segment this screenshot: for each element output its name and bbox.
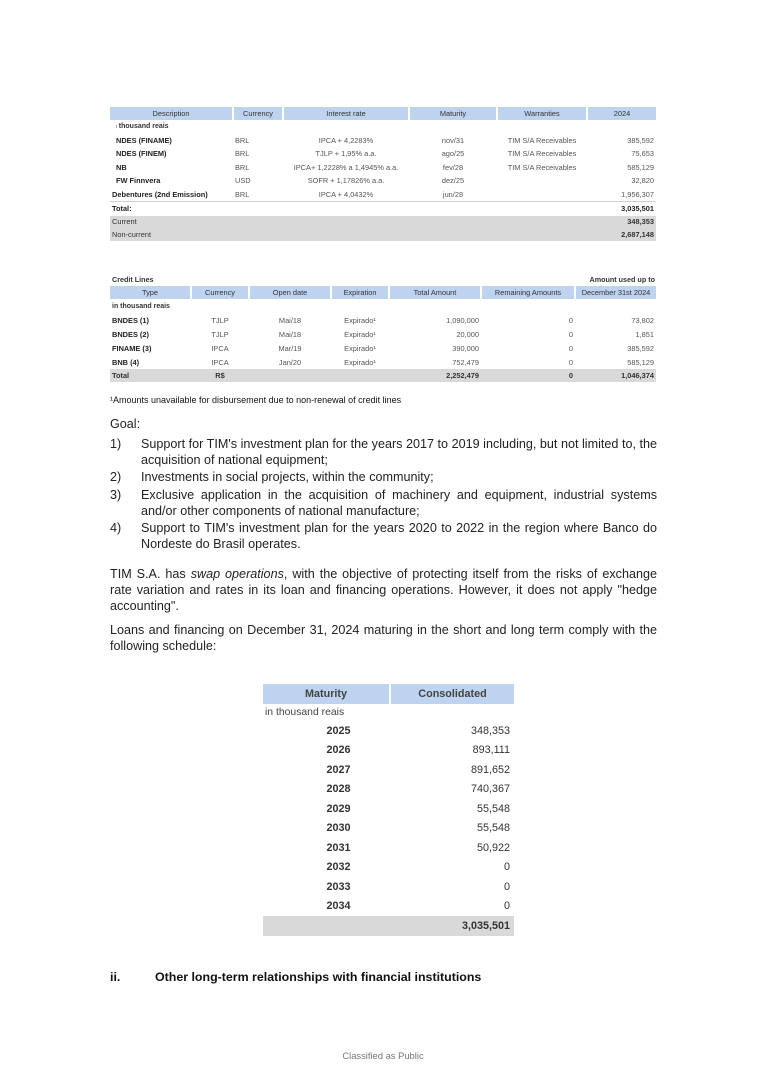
debt-table	[110, 107, 656, 241]
amount-used-caption: Amount used up to	[589, 275, 655, 284]
debt-noncurrent-label: Non-current	[110, 228, 587, 241]
table-row: 2033 0	[326, 880, 510, 893]
list-item: 4) Support to TIM's investment plan for the years 2020 to 2022 in the region where Banco do Nordeste do Brasil operates.	[110, 521, 657, 552]
list-item: 2) Investments in social projects, within the community;	[110, 470, 434, 485]
debt-col-currency: Currency	[233, 107, 283, 120]
debt-col-description: Description	[110, 107, 233, 120]
section-number: ii.	[110, 970, 121, 984]
section-heading	[110, 970, 481, 984]
debt-total-label: Total:	[110, 202, 587, 216]
credit-table-header: Type Currency Open date Expiration Total Amount Remaining Amounts December 31st 2024	[110, 286, 656, 299]
debt-unit-row: ı thousand reais	[116, 123, 169, 131]
table-row: 2028 740,367	[326, 783, 510, 796]
table-row: FINAME (3) IPCA Mar/19 Expirado¹ 390,000 0 385,592	[112, 343, 654, 353]
table-row: NB BRL IPCA+ 1,2228% a 1,4945% a.a. fev/28 TIM S/A Receivables 585,129	[116, 162, 654, 172]
debt-current-label: Current	[110, 216, 587, 229]
list-item: 1) Support for TIM's investment plan for the years 2017 to 2019 including, but not limited to, the acquisition of national equipment;	[110, 437, 657, 468]
table-row: BNDES (2) TJLP Mai/18 Expirado¹ 20,000 0 1,851	[112, 329, 654, 339]
debt-col-2024: 2024	[587, 107, 656, 120]
loans-paragraph: Loans and financing on December 31, 2024 maturing in the short and long term comply with the following schedule:	[110, 623, 657, 654]
debt-unit-label: thousand reais	[118, 123, 169, 131]
table-row: 2031 50,922	[326, 841, 510, 854]
table-row: 2025 348,353	[326, 724, 510, 737]
table-row: Debentures (2nd Emission) BRL IPCA + 4,0432% jun/28 1,956,307	[112, 189, 654, 199]
section-title: Other long-term relationships with financial institutions	[155, 970, 482, 984]
debt-current-value: 348,353	[587, 216, 656, 229]
debt-noncurrent-row	[110, 228, 656, 241]
table-row: 2032 0	[326, 861, 510, 874]
credit-lines-caption: Credit Lines	[112, 275, 154, 284]
table-row: NDES (FINEM) BRL TJLP + 1,95% a.a. ago/25 TIM S/A Receivables 75,653	[116, 149, 654, 159]
table-row: 2029 55,548	[326, 802, 510, 815]
table-row: 2027 891,652	[326, 763, 510, 776]
goal-list	[110, 436, 657, 553]
credit-footnote: ¹Amounts unavailable for disbursement due to non-renewal of credit lines	[110, 395, 402, 405]
table-row: NDES (FINAME) BRL IPCA + 4,2283% nov/31 TIM S/A Receivables 385,592	[116, 135, 654, 145]
debt-col-maturity: Maturity	[409, 107, 497, 120]
credit-unit-label: in thousand reais	[112, 302, 170, 310]
debt-table-header	[110, 107, 656, 120]
table-row: BNDES (1) TJLP Mai/18 Expirado¹ 1,090,000 0 73,802	[112, 315, 654, 325]
debt-col-warranties: Warranties	[497, 107, 587, 120]
maturity-total-value: 3,035,501	[390, 916, 514, 936]
debt-noncurrent-value: 2,687,148	[587, 228, 656, 241]
debt-total-row	[110, 202, 656, 216]
maturity-table-header: Maturity Consolidated	[263, 684, 514, 704]
table-row: 2026 893,111	[326, 744, 510, 757]
list-item: 3) Exclusive application in the acquisition of machinery and equipment, industrial systems and/or other components of national manufacture;	[110, 487, 657, 518]
credit-total-row: Total R$ 2,252,479 0 1,046,374	[112, 371, 654, 380]
swap-paragraph: TIM S.A. has swap operations, with the objective of protecting itself from the risks of exchange rate variation and rates in its loan and financing operations. However, it does not apply "hedge accounting".	[110, 567, 657, 614]
table-row: 2034 0	[326, 900, 510, 913]
credit-lines-table	[110, 286, 656, 382]
maturity-table	[263, 684, 514, 936]
table-row: BNB (4) IPCA Jan/20 Expirado¹ 752,479 0 585,129	[112, 357, 654, 367]
maturity-total-row	[263, 916, 514, 936]
debt-col-interest: Interest rate	[283, 107, 409, 120]
maturity-unit-row: in thousand reais	[265, 707, 345, 718]
credit-unit-row	[110, 299, 656, 313]
table-row: 2030 55,548	[326, 822, 510, 835]
debt-total-value: 3,035,501	[587, 202, 656, 216]
debt-current-row	[110, 216, 656, 229]
table-row: FW Finnvera USD SOFR + 1,17826% a.a. dez/25 32,820	[116, 176, 654, 186]
goal-label: Goal:	[110, 417, 141, 431]
classification-footer: Classified as Public	[342, 1050, 424, 1061]
